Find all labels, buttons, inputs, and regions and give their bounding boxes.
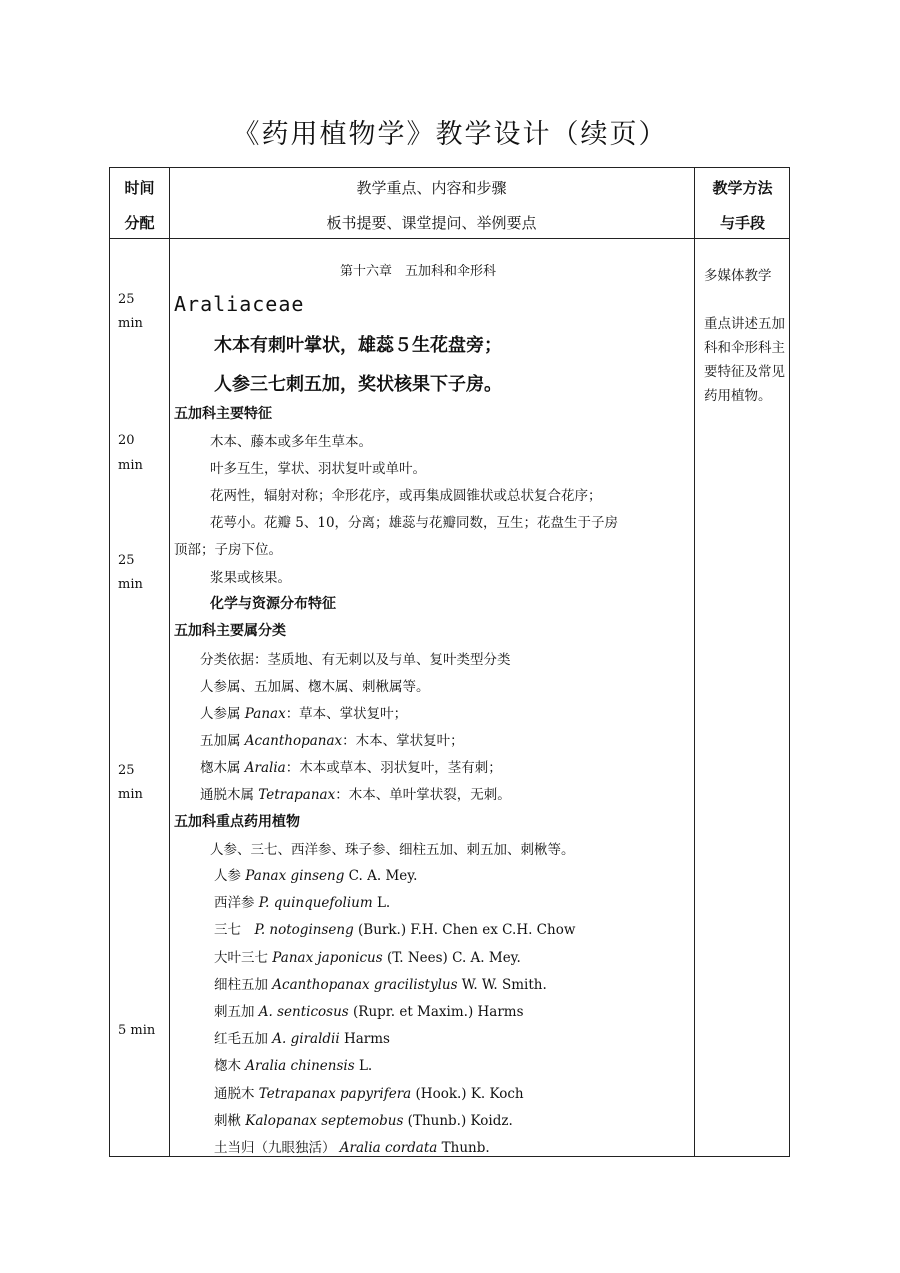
feature-line: 花两性，辐射对称；伞形花序，或再集成圆锥状或总状复合花序； xyxy=(210,488,602,504)
feature-line: 花萼小。花瓣 5、10，分离；雄蕊与花瓣同数，互生；花盘生于子房 xyxy=(210,515,619,531)
genus-line: 楤木属 Aralia：木本或草本、羽状复叶，茎有刺； xyxy=(200,760,502,776)
time-unit: min xyxy=(118,316,143,331)
feature-line: 木本、藤本或多年生草本。 xyxy=(210,434,372,450)
time-unit: min xyxy=(118,787,143,802)
section-heading: 五加科重点药用植物 xyxy=(174,814,300,830)
genus-line: 分类依据：茎质地、有无刺以及与单、复叶类型分类 xyxy=(200,652,511,668)
header-content-line1: 教学重点、内容和步骤 xyxy=(356,179,507,197)
feature-line: 浆果或核果。 xyxy=(210,570,291,586)
time-value: 25 xyxy=(118,553,135,568)
plant-item: 刺五加 A. senticosus (Rupr. et Maxim.) Harms xyxy=(214,1004,524,1020)
page-title: 《药用植物学》教学设计（续页） xyxy=(232,119,668,150)
time-value: 25 xyxy=(118,292,135,307)
header-method-line2: 与手段 xyxy=(719,214,765,232)
plant-item: 三七 P. notoginseng (Burk.) F.H. Chen ex C.H. Chow xyxy=(214,922,576,939)
column-divider xyxy=(694,168,695,1156)
plant-item: 通脱木 Tetrapanax papyrifera (Hook.) K. Koch xyxy=(214,1085,524,1102)
genus-line: 通脱木属 Tetrapanax：木本、单叶掌状裂，无刺。 xyxy=(200,787,511,803)
header-method-line1: 教学方法 xyxy=(712,179,773,197)
plant-item: 人参 Panax ginseng C. A. Mey. xyxy=(214,868,418,884)
section-heading: 化学与资源分布特征 xyxy=(210,596,336,612)
plant-item: 楤木 Aralia chinensis L. xyxy=(214,1058,373,1075)
lesson-table xyxy=(109,167,790,1157)
plant-item: 刺楸 Kalopanax septemobus (Thunb.) Koidz. xyxy=(214,1112,513,1129)
plant-item: 大叶三七 Panax japonicus (T. Nees) C. A. Mey. xyxy=(214,949,521,966)
plant-item: 西洋参 P. quinquefolium L. xyxy=(214,895,391,912)
mnemonic-line-2: 人参三七刺五加，奖状核果下子房。 xyxy=(214,374,502,395)
time-unit: min xyxy=(118,458,143,473)
genus-line: 人参属 Panax：草本、掌状复叶； xyxy=(200,706,408,722)
header-content-line2: 板书提要、课堂提问、举例要点 xyxy=(326,214,537,232)
method-multimedia: 多媒体教学 xyxy=(704,268,772,284)
section-heading: 五加科主要特征 xyxy=(174,406,272,422)
chapter-heading: 第十六章 五加科和伞形科 xyxy=(340,264,497,279)
section-heading: 五加科主要属分类 xyxy=(174,623,286,639)
genus-line: 五加属 Acanthopanax：木本、掌状复叶； xyxy=(200,733,464,749)
feature-line: 叶多互生，掌状、羽状复叶或单叶。 xyxy=(210,461,426,477)
feature-line: 顶部；子房下位。 xyxy=(174,542,282,558)
family-latin-name: Araliaceae xyxy=(174,292,305,316)
time-value: 20 xyxy=(118,433,135,448)
plant-item: 细柱五加 Acanthopanax gracilistylus W. W. Smith. xyxy=(214,976,547,993)
time-unit: min xyxy=(118,577,143,592)
mnemonic-line-1: 木本有刺叶掌状，雄蕊５生花盘旁； xyxy=(214,335,502,356)
time-value: 25 xyxy=(118,763,135,778)
genus-line: 人参属、五加属、楤木属、刺楸属等。 xyxy=(200,679,430,695)
plant-item: 土当归（九眼独活） Aralia cordata Thunb. xyxy=(214,1140,490,1156)
plant-item: 红毛五加 A. giraldii Harms xyxy=(214,1031,390,1048)
plant-summary: 人参、三七、西洋参、珠子参、细柱五加、刺五加、刺楸等。 xyxy=(210,842,575,858)
header-time-line2: 分配 xyxy=(124,214,155,232)
time-value: 5 min xyxy=(118,1023,156,1038)
header-time-line1: 时间 xyxy=(124,179,155,197)
column-divider xyxy=(169,168,170,1156)
method-description: 重点讲述五加科和伞形科主要特征及常见药用植物。 xyxy=(704,316,785,404)
